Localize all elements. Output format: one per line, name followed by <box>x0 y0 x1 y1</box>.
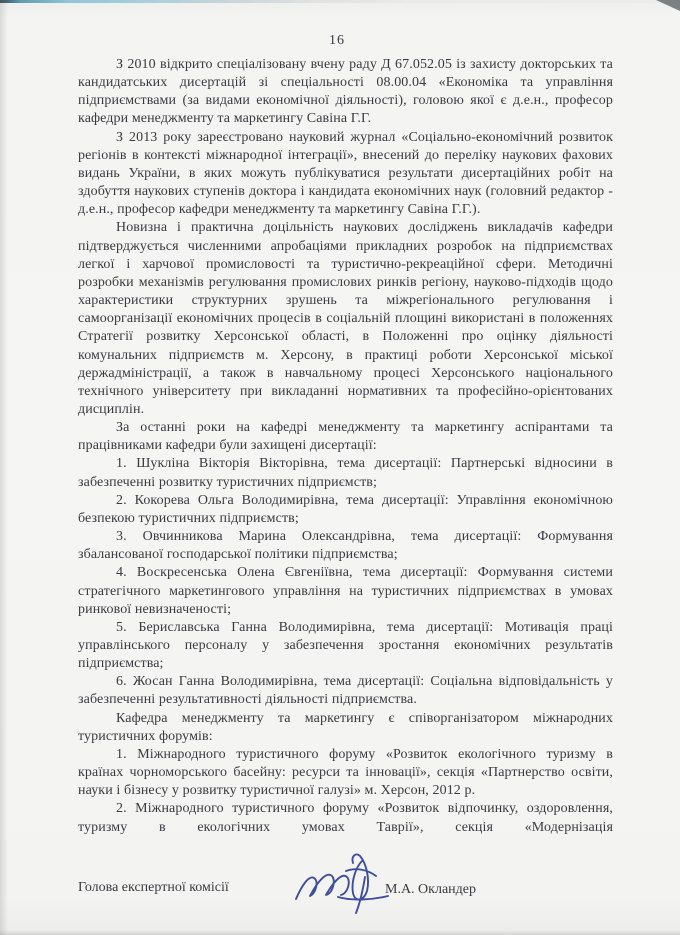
dissertation-item-2: 2. Кокорева Ольга Володимирівна, тема дисертації: Управління економічною безпекою туристичних підприємств; <box>78 492 613 526</box>
dissertation-item-3: 3. Овчинникова Марина Олександрівна, тема дисертації: Формування збалансованої господарської політики підприємства; <box>78 529 613 563</box>
signature-block <box>0 845 680 935</box>
scan-corner-notch <box>656 0 680 11</box>
forum-item-1: 1. Міжнародного туристичного форуму «Розвиток екологічного туризму в країнах чорноморського басейну: ресурси та інновації», секція «Партнерство освіти, науки і бізнесу у розвитку туристичної галузі» м. Херсон, 2012 р. <box>78 746 613 799</box>
paragraph-research-novelty: Новизна і практична доцільність наукових досліджень викладачів кафедри підтверджується численними апробаціями прикладних розробок на підприємствах легкої і харчової промисловості та туристично-рекреаційної сфери. Методичні розробки механізмів регулювання промислових ринків регіону, науково-підходів щодо характеристики структурних зрушень та міжрегіонального регулювання і самоорганізації економічних процесів в соціальній площині використані в положеннях Стратегії розвитку Херсонської області, в Положенні про оцінку діяльності комунальних підприємств м. Херсону, в практиці роботи Херсонської міської держадміністрації, а також в навчальному процесі Херсонського національного технічного університету при викладанні нормативних та професійно-орієнтованих дисциплін. <box>78 220 613 417</box>
paragraph-dissertations-intro: За останні роки на кафедрі менеджменту та маркетингу аспірантами та працівниками кафедри були захищені дисертації: <box>78 420 613 454</box>
signer-name: М.А. Окландер <box>385 882 476 897</box>
paragraph-science-journal: З 2013 року зареєстровано науковий журнал «Соціально-економічний розвиток регіонів в контексті міжнародної інтеграції», внесений до переліку наукових фахових видань України, в яких можуть публікуватися результати дисертаційних робіт на здобуття наукових ступенів доктора і кандидата економічних наук (головний редактор - д.е.н., професор кафедри менеджменту та маркетингу Савіна Г.Г.). <box>78 129 613 218</box>
scan-top-edge-artifact <box>0 0 680 3</box>
paragraph-forums-intro: Кафедра менеджменту та маркетингу є співорганізатором міжнародних туристичних форумів: <box>78 710 613 744</box>
scan-left-edge-shadow <box>0 0 8 935</box>
forum-item-2: 2. Міжнародного туристичного форуму «Розвиток відпочинку, оздоровлення, туризму в екологічних умовах Таврії», секція «Модернізація <box>78 801 613 835</box>
page-number: 16 <box>329 33 345 48</box>
dissertation-item-5: 5. Бериславська Ганна Володимирівна, тема дисертації: Мотивація праці управлінського персоналу у забезпечення зростання економічних результатів підприємства; <box>78 619 613 672</box>
dissertation-item-1: 1. Шукліна Вікторія Вікторівна, тема дисертації: Партнерські відносини в забезпеченні розвитку туристичних підприємств; <box>78 456 613 490</box>
document-text-block <box>78 56 613 852</box>
dissertation-item-6: 6. Жосан Ганна Володимирівна, тема дисертації: Соціальна відповідальність у забезпеченні результативності діяльності підприємства. <box>78 674 613 708</box>
signer-role-label: Голова експертної комісії <box>78 880 229 895</box>
dissertation-item-4: 4. Воскресенська Олена Євгеніївна, тема дисертації: Формування системи стратегічного маркетингового управління на туристичних підприємствах в умовах ринкової невизначеності; <box>78 565 613 617</box>
paragraph-specialized-council: З 2010 відкрито спеціалізовану вчену раду Д 67.052.05 із захисту докторських та кандидатських дисертацій зі спеціальності 08.00.04 «Економіка та управління підприємствами (за видами економічної діяльності), головою якої є д.е.н., професор кафедри менеджменту та маркетингу Савіна Г.Г. <box>78 57 613 127</box>
